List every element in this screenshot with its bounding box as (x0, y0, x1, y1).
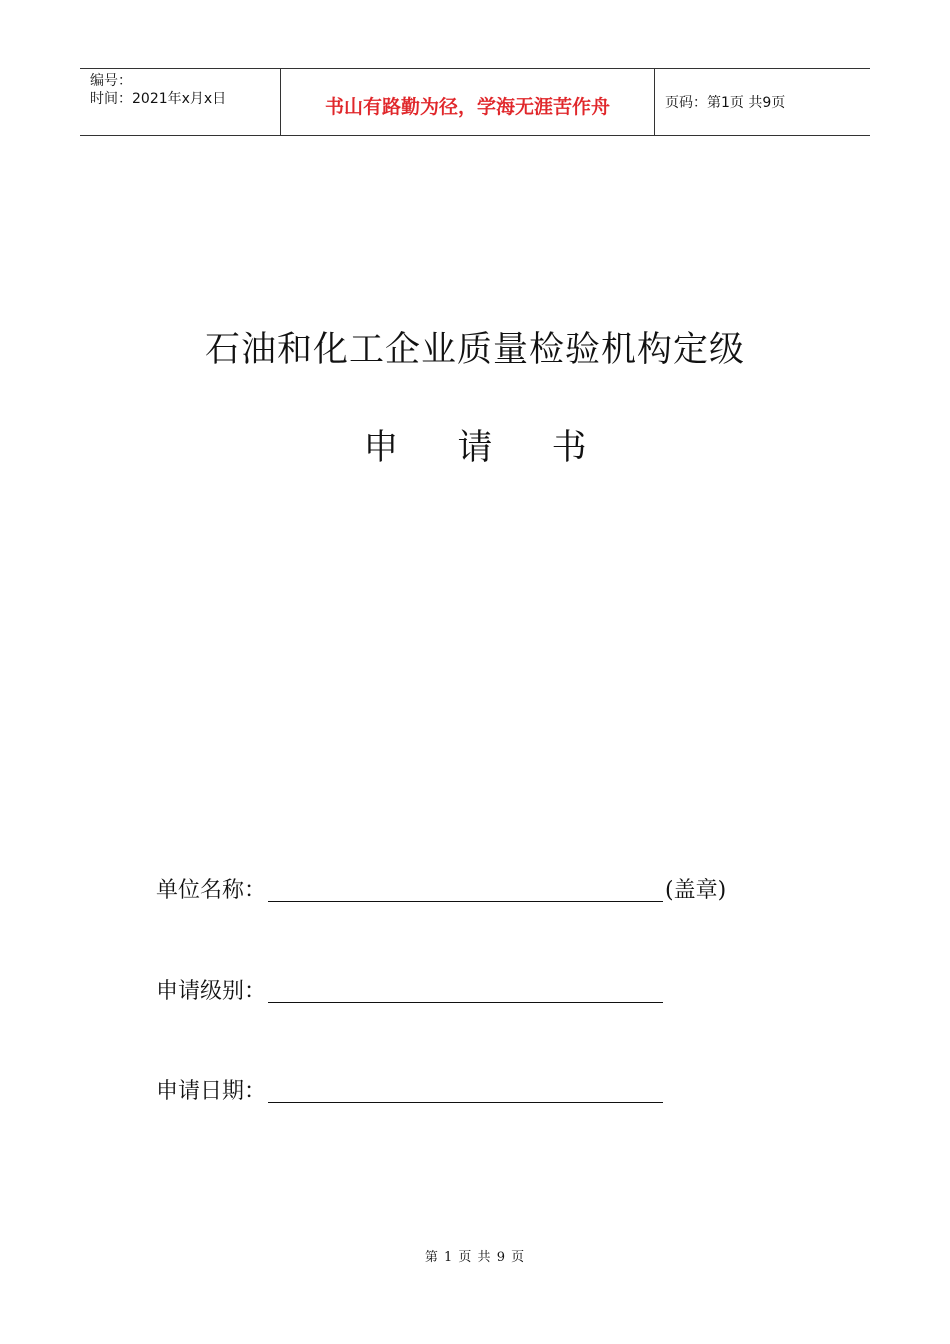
subtitle-char: 申 (363, 428, 399, 468)
field-unit-name (156, 872, 726, 904)
page-footer: 第 1 页 共 9 页 (424, 1250, 526, 1265)
field-label: 申请级别： (156, 979, 267, 1004)
field-label: 单位名称： (156, 878, 267, 903)
subtitle-char: 请 (457, 428, 493, 468)
field-apply-level (156, 973, 663, 1005)
apply-date-blank[interactable] (268, 1076, 663, 1103)
header-meta (80, 69, 281, 135)
header-motto: 书山有路勤为径，学海无涯苦作舟 (281, 69, 655, 135)
page-header (80, 68, 870, 136)
apply-level-blank[interactable] (268, 976, 663, 1003)
field-apply-date (156, 1073, 663, 1105)
document-subtitle (0, 420, 950, 470)
header-number-label: 编号： (90, 73, 132, 89)
header-page-code: 页码：第1页 共9页 (665, 95, 786, 111)
header-time-label: 时间：2021年x月x日 (90, 91, 227, 107)
field-label: 申请日期： (156, 1079, 267, 1104)
seal-note: (盖章) (665, 878, 727, 903)
document-title: 石油和化工企业质量检验机构定级 (204, 330, 745, 370)
unit-name-blank[interactable] (268, 875, 663, 902)
subtitle-char: 书 (551, 428, 587, 468)
